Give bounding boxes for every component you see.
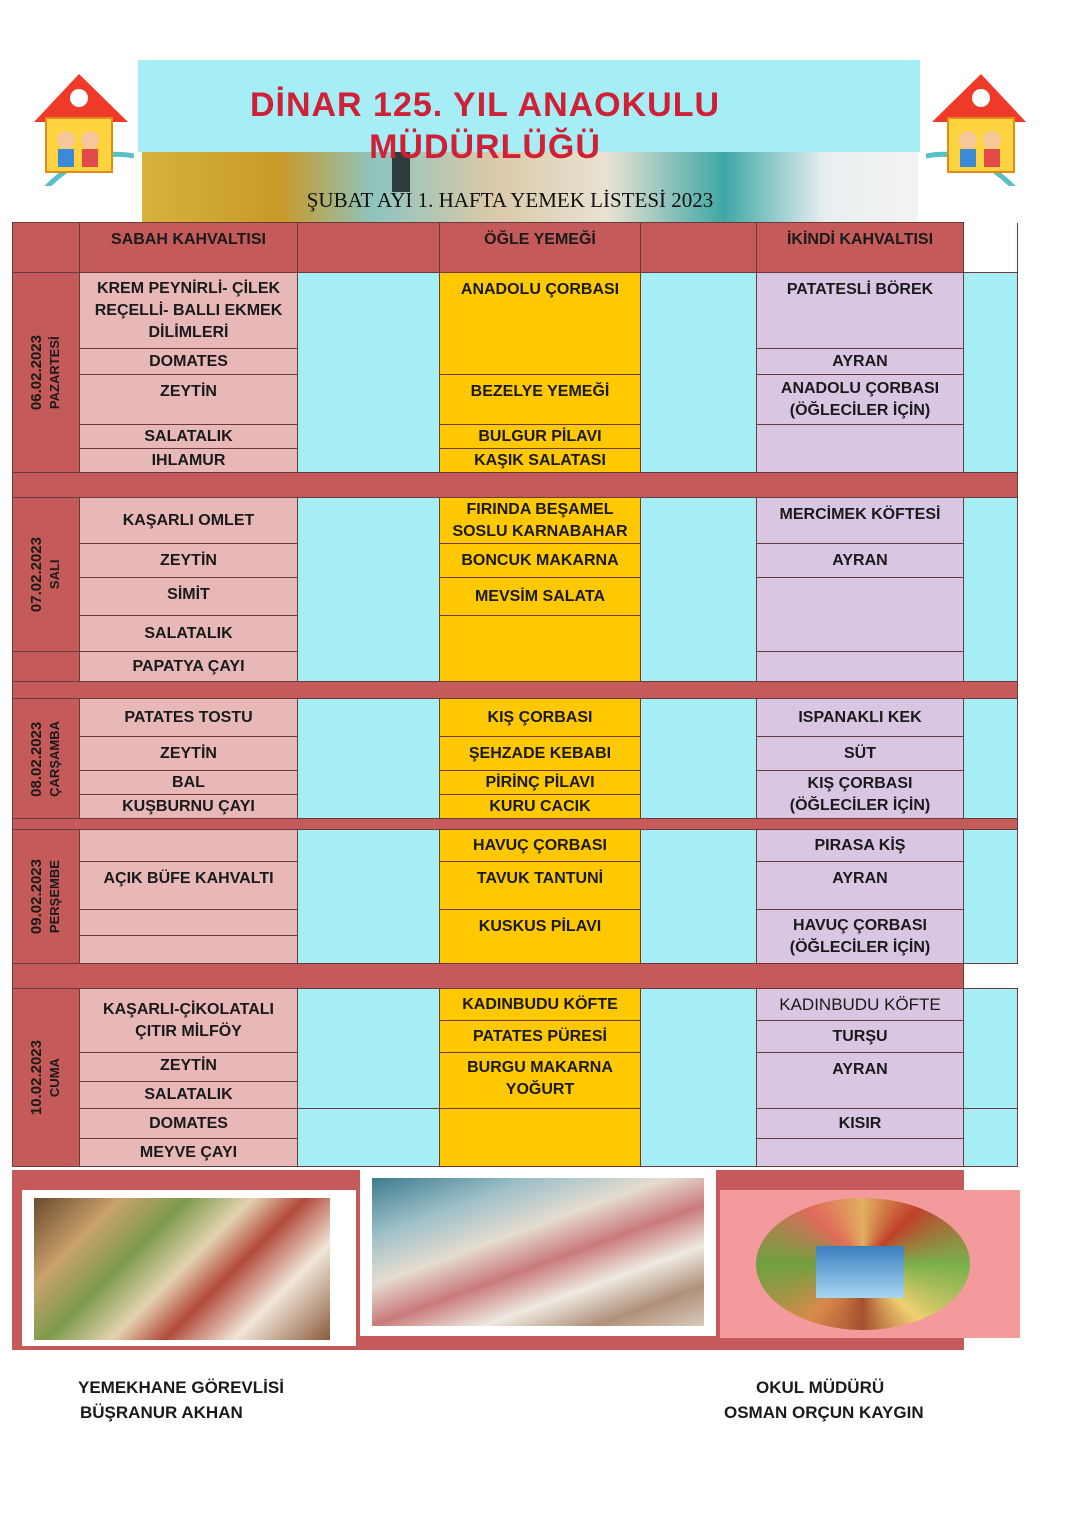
menu-item: KISIR — [757, 1109, 964, 1139]
menu-item: ZEYTİN — [80, 737, 298, 771]
day-label-tuesday — [13, 498, 80, 652]
menu-item: YOĞURT — [505, 1081, 575, 1098]
menu-item: KREM PEYNİRLİ- ÇİLEK REÇELLİ- BALLI EKMEK DİLİMLERİ — [80, 273, 298, 349]
menu-item: KADINBUDU KÖFTE — [440, 989, 641, 1021]
menu-item: KIŞ ÇORBASI — [440, 699, 641, 737]
menu-item: KADINBUDU KÖFTE — [757, 989, 964, 1021]
menu-item: FIRINDA BEŞAMEL SOSLU KARNABAHAR — [440, 498, 641, 544]
day-date: 06.02.2023 — [28, 334, 45, 411]
menu-item: KAŞIK SALATASI — [440, 449, 641, 473]
column-header-row — [13, 223, 1018, 273]
menu-item: AYRAN — [757, 544, 964, 578]
day-date: 07.02.2023 — [28, 536, 45, 613]
menu-item: KAŞARLI-ÇİKOLATALI ÇITIR MİLFÖY — [80, 989, 298, 1053]
menu-item: BULGUR PİLAVI — [440, 425, 641, 449]
day-label-monday — [13, 273, 80, 473]
menu-item: ŞEHZADE KEBABI — [440, 737, 641, 771]
school-title-line2: MÜDÜRLÜĞÜ — [369, 128, 601, 166]
day-name: PAZARTESİ — [47, 336, 62, 409]
menu-item: DOMATES — [80, 349, 298, 375]
day-separator — [13, 964, 1018, 989]
menu-item: MERCİMEK KÖFTESİ — [757, 498, 964, 544]
menu-item: DOMATES — [80, 1109, 298, 1139]
signature-left-title: YEMEKHANE GÖREVLİSİ — [78, 1378, 284, 1397]
day-name: CUMA — [47, 1058, 62, 1097]
day-label-thursday — [13, 830, 80, 964]
menu-item: SİMİT — [80, 578, 298, 616]
day-name: ÇARŞAMBA — [47, 720, 62, 797]
menu-item: MEVSİM SALATA — [440, 578, 641, 616]
dining-table-photo — [360, 1170, 716, 1336]
menu-item: SALATALIK — [80, 425, 298, 449]
menu-item: TURŞU — [757, 1021, 964, 1053]
day-date: 09.02.2023 — [28, 858, 45, 935]
menu-item: PATATES TOSTU — [80, 699, 298, 737]
signature-right-name: OSMAN ORÇUN KAYGIN — [724, 1403, 924, 1422]
column-header-lunch: ÖĞLE YEMEĞİ — [440, 223, 641, 273]
menu-item: ZEYTİN — [80, 375, 298, 425]
menu-item: PATATES PÜRESİ — [440, 1021, 641, 1053]
food-circle-image — [720, 1190, 1020, 1338]
menu-item: KUSKUS PİLAVI — [440, 910, 641, 964]
day-label-friday — [13, 989, 80, 1167]
menu-item: PIRASA KİŞ — [757, 830, 964, 862]
column-header-afternoon: İKİNDİ KAHVALTISI — [757, 223, 964, 273]
menu-item: AYRAN — [757, 862, 964, 910]
column-header-breakfast: SABAH KAHVALTISI — [80, 223, 298, 273]
column-header-spacer — [298, 223, 440, 273]
school-title-line1: DİNAR 125. YIL ANAOKULU — [249, 86, 721, 124]
menu-item: BEZELYE YEMEĞİ — [440, 375, 641, 425]
day-separator — [13, 473, 1018, 498]
children-eating-photo — [22, 1190, 356, 1346]
menu-item: AYRAN — [757, 349, 964, 375]
menu-item: HAVUÇ ÇORBASI (ÖĞLECİLER İÇİN) — [757, 910, 964, 964]
menu-item: ANADOLU ÇORBASI (ÖĞLECİLER İÇİN) — [757, 375, 964, 425]
menu-item: BONCUK MAKARNA — [440, 544, 641, 578]
corner-cell — [13, 223, 80, 273]
menu-item: SÜT — [757, 737, 964, 771]
menu-item: MEYVE ÇAYI — [80, 1139, 298, 1167]
day-date: 08.02.2023 — [28, 720, 45, 797]
signature-left-name: BÜŞRANUR AKHAN — [80, 1403, 243, 1422]
day-label-wednesday — [13, 699, 80, 819]
menu-item — [80, 1053, 298, 1109]
school-logo-right-icon — [926, 66, 1036, 186]
signature-right-title: OKUL MÜDÜRÜ — [756, 1378, 885, 1397]
menu-item: PAPATYA ÇAYI — [80, 652, 298, 682]
day-name: SALI — [47, 559, 62, 590]
day-separator — [13, 819, 1018, 830]
menu-item: BAL — [80, 771, 298, 795]
menu-item: SALATALIK — [144, 1086, 233, 1103]
menu-item: IHLAMUR — [80, 449, 298, 473]
menu-item: BURGU MAKARNA — [467, 1059, 613, 1076]
menu-item: ANADOLU ÇORBASI — [440, 273, 641, 375]
menu-item: AYRAN — [757, 1053, 964, 1109]
menu-item: HAVUÇ ÇORBASI — [440, 830, 641, 862]
menu-item: KIŞ ÇORBASI (ÖĞLECİLER İÇİN) — [757, 771, 964, 819]
menu-item: ISPANAKLI KEK — [757, 699, 964, 737]
menu-item: ZEYTİN — [80, 544, 298, 578]
menu-item: TAVUK TANTUNİ — [440, 862, 641, 910]
menu-item: AÇIK BÜFE KAHVALTI — [80, 862, 298, 910]
menu-item: KAŞARLI OMLET — [80, 498, 298, 544]
menu-item: ZEYTİN — [80, 1053, 297, 1082]
day-date: 10.02.2023 — [28, 1039, 45, 1116]
day-separator — [13, 682, 1018, 699]
menu-item: KUŞBURNU ÇAYI — [80, 795, 298, 819]
menu-item: KURU CACIK — [440, 795, 641, 819]
menu-item: PATATESLİ BÖREK — [757, 273, 964, 349]
menu-item: PİRİNÇ PİLAVI — [440, 771, 641, 795]
school-logo-left-icon — [24, 66, 134, 186]
day-name: PERŞEMBE — [47, 860, 62, 933]
weekly-menu-table — [12, 222, 1018, 1167]
column-header-spacer — [641, 223, 757, 273]
menu-subtitle: ŞUBAT AYI 1. HAFTA YEMEK LİSTESİ 2023 — [306, 188, 714, 212]
menu-item: SALATALIK — [80, 616, 298, 652]
